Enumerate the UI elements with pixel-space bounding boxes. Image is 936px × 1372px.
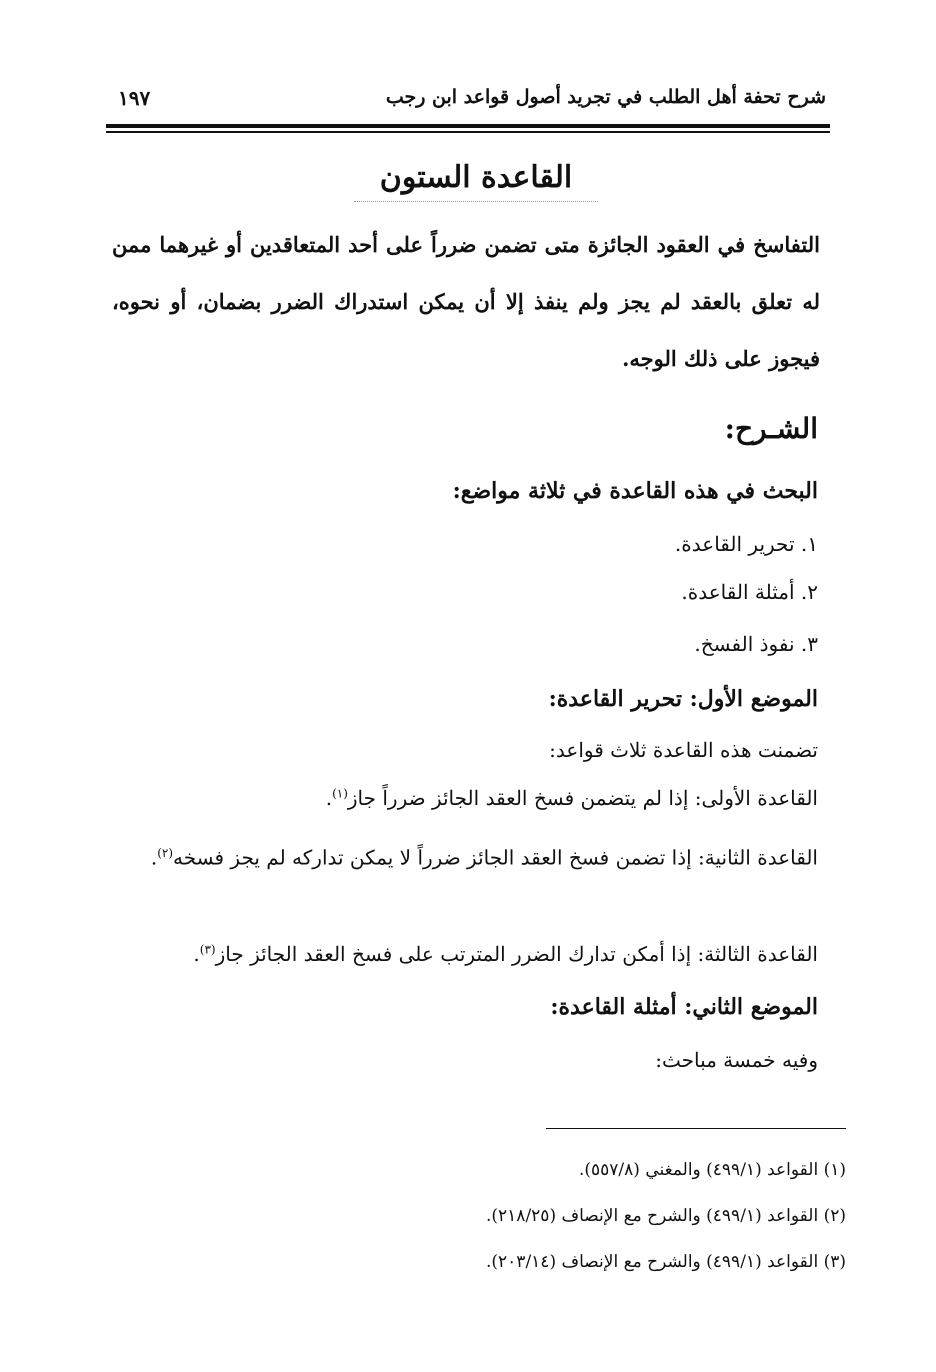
footnote-ref-2[interactable]: (٢) — [157, 846, 174, 860]
rule-three: القاعدة الثالثة: إذا أمكن تدارك الضرر المترتب على فسخ العقد الجائز جاز$^{(٣)}$. — [193, 942, 818, 966]
rule-two: القاعدة الثانية: إذا تضمن فسخ العقد الجائز ضرراً لا يمكن تداركه لم يجز فسخه$^{(٢)}$. — [150, 845, 818, 870]
rule-two-text: القاعدة الثانية: إذا تضمن فسخ العقد الجائز ضرراً لا يمكن تداركه لم يجز فسخه — [173, 845, 818, 870]
footnote: (١) القواعد (٤٩٩/١) والمغني (٥٥٧/٨). — [578, 1160, 846, 1180]
section2-intro: وفيه خمسة مباحث: — [655, 1048, 818, 1072]
footnote: (٢) القواعد (٤٩٩/١) والشرح مع الإنصاف (٢١٨/٢٥). — [486, 1206, 846, 1226]
sharh-heading: الشـرح: — [724, 412, 818, 445]
section1-heading: الموضع الأول: تحرير القاعدة: — [548, 686, 818, 712]
header-rule-thin — [106, 131, 830, 133]
title-wrap — [0, 160, 936, 202]
rule-one: القاعدة الأولى: إذا لم يتضمن فسخ العقد الجائز ضرراً جاز$^{(١)}$. — [325, 786, 818, 810]
footnote-divider — [546, 1128, 846, 1129]
running-header — [110, 86, 826, 120]
header-rule-thick — [106, 124, 830, 128]
section1-intro: تضمنت هذه القاعدة ثلاث قواعد: — [549, 738, 818, 762]
rule-statement: التفاسخ في العقود الجائزة متى تضمن ضرراً على أحد المتعاقدين أو غيرهما ممن له تعلق بالعقد لم يجز ولم ينفذ إلا أن يمكن استدراك الضرر بضمان، أو نحوه، فيجوز على ذلك الوجه. — [112, 232, 820, 371]
section2-heading: الموضع الثاني: أمثلة القاعدة: — [550, 994, 818, 1020]
footnote: (٣) القواعد (٤٩٩/١) والشرح مع الإنصاف (٢٠٣/١٤). — [486, 1252, 846, 1272]
page-title: القاعدة الستون — [354, 160, 598, 202]
footnote-ref-3[interactable]: (٣) — [199, 942, 216, 957]
rule-one-text: القاعدة الأولى: إذا لم يتضمن فسخ العقد الجائز ضرراً جاز — [347, 786, 818, 810]
footnote-ref-1[interactable]: (١) — [332, 786, 348, 801]
running-title: شرح تحفة أهل الطلب في تجريد أصول قواعد ابن رجب — [385, 86, 826, 108]
list-item: ٣. نفوذ الفسخ. — [694, 632, 818, 656]
intro-heading: البحث في هذه القاعدة في ثلاثة مواضع: — [452, 478, 818, 504]
list-item: ٢. أمثلة القاعدة. — [681, 580, 818, 604]
list-item: ١. تحرير القاعدة. — [674, 532, 818, 556]
rule-three-text: القاعدة الثالثة: إذا أمكن تدارك الضرر المترتب على فسخ العقد الجائز جاز — [215, 942, 818, 966]
page-number: ١٩٧ — [118, 86, 151, 110]
